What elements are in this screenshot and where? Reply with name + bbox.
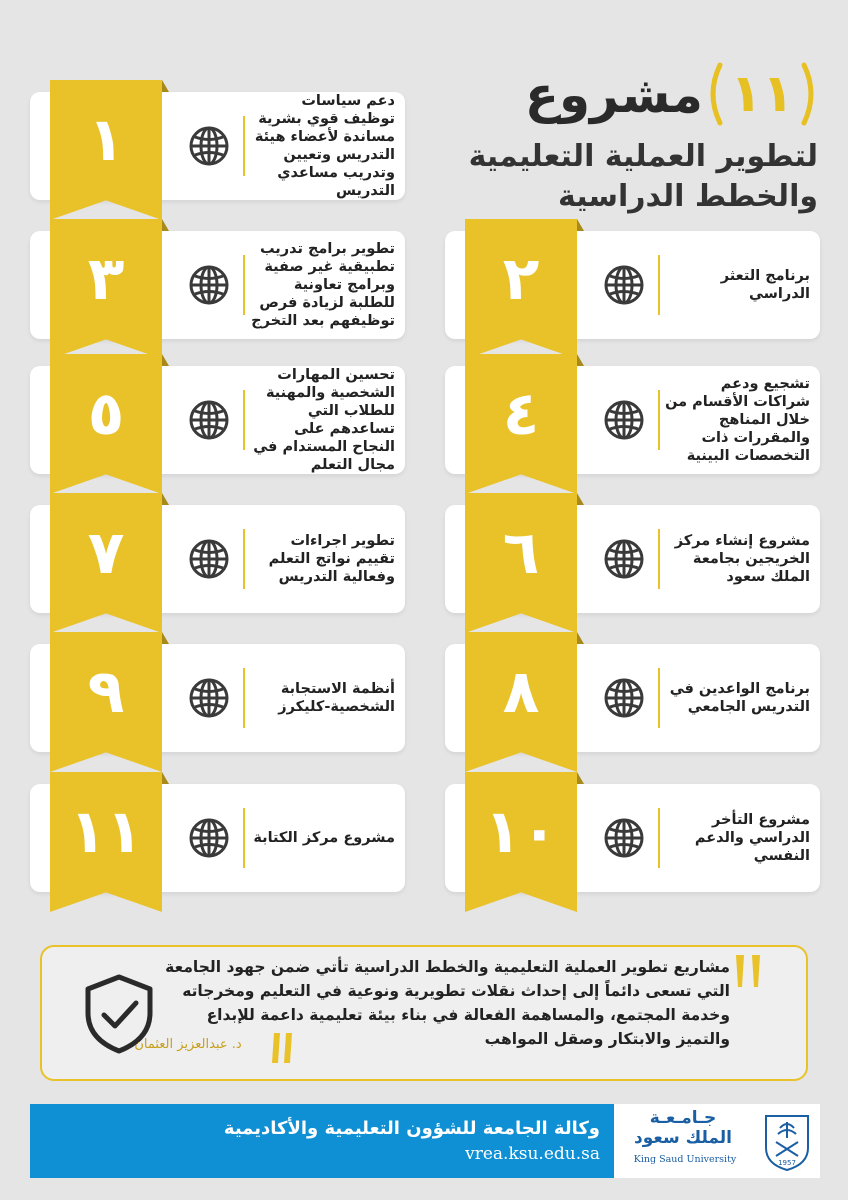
project-card-9 [30, 644, 405, 752]
project-text: أنظمة الاستجابة الشخصية-كليكرز [278, 681, 395, 715]
project-text: تحسين المهارات الشخصية والمهنية للطلاب التي تساعدهم على النجاح المستدام في مجال التعلم [253, 367, 395, 473]
quote-box [40, 945, 808, 1081]
project-text: تطوير اجراءات تقييم نواتج التعلم وفعالية التدريس [268, 533, 395, 585]
globe-icon [188, 399, 230, 441]
globe-icon [603, 817, 645, 859]
project-number: ٨ [502, 657, 540, 727]
project-number: ٥ [87, 379, 125, 449]
project-card-10 [445, 784, 820, 892]
project-card-3 [30, 231, 405, 339]
project-number: ٩ [87, 657, 125, 727]
project-number: ١١ [69, 797, 143, 867]
globe-icon [603, 677, 645, 719]
project-count: ١١ [730, 64, 794, 124]
divider [658, 808, 660, 868]
globe-icon [603, 538, 645, 580]
project-text: دعم سياسات توظيف قوي بشرية مساندة لأعضاء هيئة التدريس وتعيين وتدريب مساعدي التدريس [254, 93, 395, 199]
divider [658, 529, 660, 589]
globe-icon [188, 677, 230, 719]
divider [243, 808, 245, 868]
divider [243, 255, 245, 315]
globe-icon [603, 264, 645, 306]
quote-open-icon [732, 949, 766, 993]
title-word: مشروع [524, 66, 703, 124]
agency-name: وكالة الجامعة للشؤون التعليمية والأكاديمية [223, 1118, 600, 1139]
project-card-5 [30, 366, 405, 474]
footer-info [32, 1104, 610, 1178]
divider [243, 116, 245, 176]
university-logo [614, 1104, 820, 1178]
globe-icon [188, 817, 230, 859]
subtitle-line-1: لتطوير العملية التعليمية [468, 139, 818, 174]
agency-url[interactable]: vrea.ksu.edu.sa [465, 1144, 600, 1164]
divider [243, 668, 245, 728]
project-card-4 [445, 366, 820, 474]
logo-arabic-line-1: جـامـعـة [649, 1108, 717, 1128]
logo-year: 1957 [778, 1159, 796, 1167]
project-card-7 [30, 505, 405, 613]
subtitle-line-2: والخطط الدراسية [558, 179, 818, 214]
project-card-11 [30, 784, 405, 892]
project-text: مشروع مركز الكتابة [253, 830, 395, 846]
logo-arabic-line-2: الملك سعود [634, 1128, 732, 1148]
project-count-badge [706, 61, 818, 127]
globe-icon [603, 399, 645, 441]
divider [243, 390, 245, 450]
project-number: ١٠ [484, 797, 558, 867]
project-text: مشروع إنشاء مركز الخريجين بجامعة الملك سعود [674, 533, 810, 585]
project-card-8 [445, 644, 820, 752]
university-emblem-icon [760, 1110, 814, 1172]
globe-icon [188, 538, 230, 580]
project-text: تطوير برامج تدريب تطبيقية غير صفية وبرامج تعاونية للطلبة لزيادة فرص توظيفهم بعد التخرج [251, 241, 395, 329]
project-text: مشروع التأخر الدراسي والدعم النفسي [694, 812, 810, 864]
project-number: ٦ [502, 518, 540, 588]
project-number: ٢ [502, 244, 540, 314]
quote-text: مشاريع تطوير العملية التعليمية والخطط الدراسية تأتي ضمن جهود الجامعة التي تسعى دائماً إلى إحداث نقلات تطويرية ونوعية في التعليم ومخرجاته وخدمة المجتمع، والمساهمة الفعالة في بناء بيئة تعليمية داعمة للإبداع والتميز والابتكار وصقل المواهب [165, 958, 730, 1048]
project-text: تشجيع ودعم شراكات الأقسام من خلال المناهج والمقررات ذات التخصصات البينية [665, 376, 810, 464]
project-number: ٤ [502, 379, 540, 449]
project-number: ١ [87, 105, 125, 175]
globe-icon [188, 125, 230, 167]
project-text: برنامج التعثر الدراسي [720, 268, 810, 302]
project-number: ٧ [87, 518, 125, 588]
divider [243, 529, 245, 589]
divider [658, 255, 660, 315]
project-text: برنامج الواعدين في التدريس الجامعي [669, 681, 810, 715]
logo-arabic [614, 1108, 752, 1148]
logo-english: King Saud University [633, 1154, 737, 1165]
project-card-1 [30, 92, 405, 200]
divider [658, 668, 660, 728]
project-card-2 [445, 231, 820, 339]
quote-author: د. عبدالعزيز العثمان [134, 1037, 242, 1052]
project-card-6 [445, 505, 820, 613]
globe-icon [188, 264, 230, 306]
project-number: ٣ [87, 244, 125, 314]
divider [658, 390, 660, 450]
